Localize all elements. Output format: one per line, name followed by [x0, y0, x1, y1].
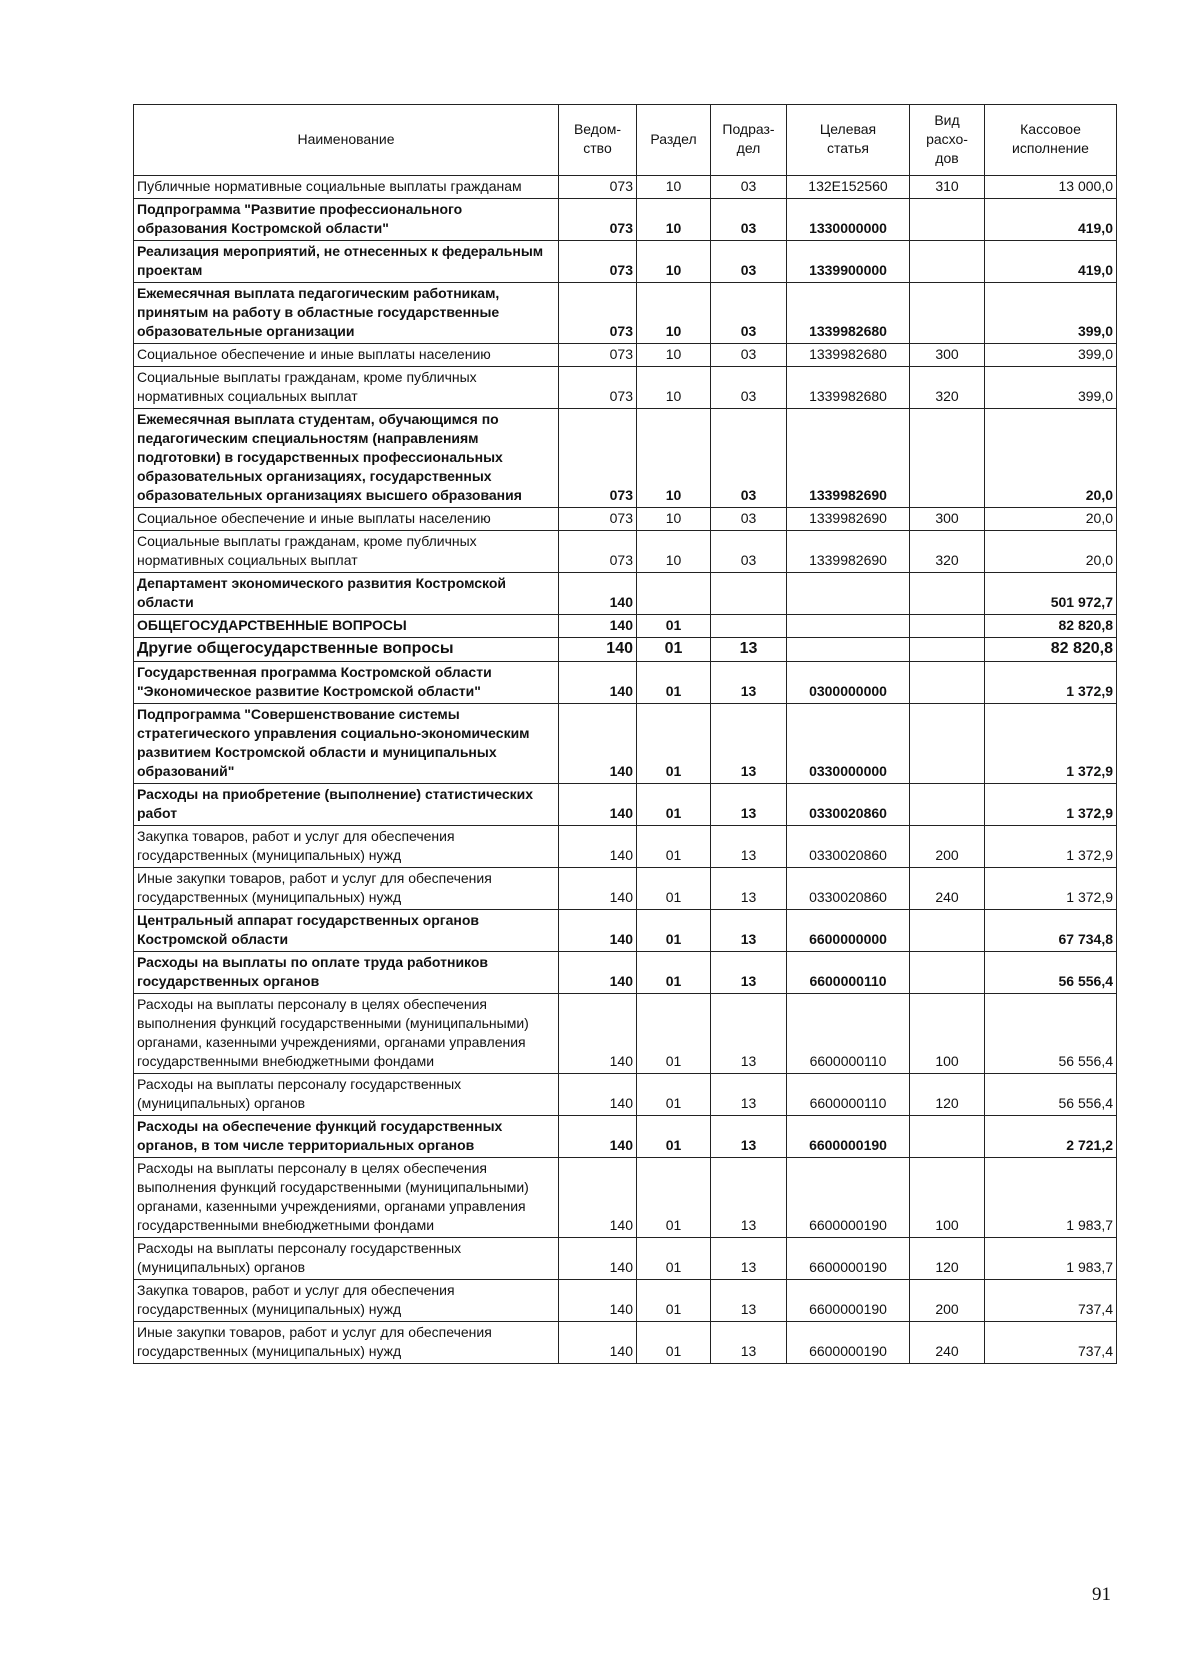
cell-subsection: 13	[711, 1280, 787, 1322]
table-row	[134, 1158, 1117, 1238]
cell-amount: 501 972,7	[985, 573, 1117, 615]
cell-dept: 140	[559, 952, 637, 994]
table-row	[134, 241, 1117, 283]
cell-amount: 1 372,9	[985, 662, 1117, 704]
cell-dept: 140	[559, 1158, 637, 1238]
cell-expense-type	[910, 784, 985, 826]
table-row	[134, 508, 1117, 531]
cell-section: 10	[637, 283, 711, 344]
cell-subsection: 13	[711, 994, 787, 1074]
header-dept: Ведом- ство	[559, 105, 637, 176]
cell-target: 1330000000	[787, 199, 910, 241]
cell-target: 6600000000	[787, 910, 910, 952]
cell-expense-type	[910, 283, 985, 344]
cell-name: Иные закупки товаров, работ и услуг для обеспечения государственных (муниципальных) нужд	[134, 868, 559, 910]
cell-subsection: 13	[711, 868, 787, 910]
cell-section: 10	[637, 199, 711, 241]
cell-expense-type: 200	[910, 1280, 985, 1322]
cell-section: 01	[637, 868, 711, 910]
cell-expense-type	[910, 241, 985, 283]
header-amount: Кассовое исполнение	[985, 105, 1117, 176]
cell-dept: 140	[559, 1238, 637, 1280]
cell-subsection: 03	[711, 367, 787, 409]
cell-dept: 140	[559, 662, 637, 704]
cell-target	[787, 615, 910, 638]
cell-amount: 1 983,7	[985, 1158, 1117, 1238]
cell-target	[787, 638, 910, 662]
cell-dept: 140	[559, 994, 637, 1074]
cell-amount: 67 734,8	[985, 910, 1117, 952]
cell-subsection: 13	[711, 1116, 787, 1158]
cell-amount: 1 372,9	[985, 704, 1117, 784]
cell-expense-type: 120	[910, 1074, 985, 1116]
cell-target: 132E152560	[787, 176, 910, 199]
cell-subsection	[711, 615, 787, 638]
cell-amount: 419,0	[985, 241, 1117, 283]
table-row	[134, 662, 1117, 704]
table-row	[134, 283, 1117, 344]
cell-subsection: 13	[711, 1238, 787, 1280]
cell-expense-type: 320	[910, 367, 985, 409]
cell-section: 01	[637, 952, 711, 994]
cell-target: 6600000190	[787, 1280, 910, 1322]
table-body	[134, 176, 1117, 1364]
cell-subsection: 13	[711, 704, 787, 784]
cell-section: 01	[637, 1116, 711, 1158]
cell-expense-type	[910, 199, 985, 241]
cell-name: Расходы на обеспечение функций государственных органов, в том числе территориальных органов	[134, 1116, 559, 1158]
cell-subsection: 03	[711, 409, 787, 508]
cell-expense-type	[910, 910, 985, 952]
cell-expense-type: 120	[910, 1238, 985, 1280]
cell-subsection: 03	[711, 508, 787, 531]
table-row	[134, 1116, 1117, 1158]
cell-name: Ежемесячная выплата педагогическим работникам, принятым на работу в областные государственные образовательные организации	[134, 283, 559, 344]
cell-subsection: 13	[711, 1158, 787, 1238]
cell-name: Социальные выплаты гражданам, кроме публичных нормативных социальных выплат	[134, 531, 559, 573]
cell-section: 10	[637, 367, 711, 409]
cell-name: ОБЩЕГОСУДАРСТВЕННЫЕ ВОПРОСЫ	[134, 615, 559, 638]
cell-expense-type	[910, 615, 985, 638]
cell-section: 01	[637, 615, 711, 638]
cell-section: 01	[637, 704, 711, 784]
cell-amount: 20,0	[985, 409, 1117, 508]
cell-section: 10	[637, 241, 711, 283]
cell-name: Расходы на выплаты персоналу в целях обеспечения выполнения функций государственными (муниципальными) органами, казенными учреждениями, органами управления государственными внебюджетными фондами	[134, 1158, 559, 1238]
cell-dept: 140	[559, 868, 637, 910]
cell-section: 10	[637, 508, 711, 531]
cell-target: 6600000190	[787, 1116, 910, 1158]
cell-subsection: 03	[711, 241, 787, 283]
table-row	[134, 573, 1117, 615]
cell-dept: 140	[559, 1322, 637, 1364]
cell-section: 01	[637, 662, 711, 704]
cell-amount: 56 556,4	[985, 1074, 1117, 1116]
cell-amount: 82 820,8	[985, 615, 1117, 638]
table-row	[134, 615, 1117, 638]
table-row	[134, 1280, 1117, 1322]
cell-dept: 073	[559, 241, 637, 283]
cell-subsection: 03	[711, 176, 787, 199]
cell-subsection	[711, 573, 787, 615]
cell-expense-type	[910, 704, 985, 784]
cell-amount: 20,0	[985, 531, 1117, 573]
cell-dept: 140	[559, 704, 637, 784]
cell-amount: 399,0	[985, 344, 1117, 367]
table-row	[134, 784, 1117, 826]
cell-name: Государственная программа Костромской области "Экономическое развитие Костромской области"	[134, 662, 559, 704]
cell-name: Расходы на выплаты по оплате труда работников государственных органов	[134, 952, 559, 994]
cell-subsection: 13	[711, 952, 787, 994]
cell-section: 01	[637, 1280, 711, 1322]
cell-subsection: 13	[711, 1074, 787, 1116]
cell-expense-type	[910, 409, 985, 508]
cell-target: 6600000190	[787, 1322, 910, 1364]
cell-expense-type	[910, 573, 985, 615]
cell-amount: 13 000,0	[985, 176, 1117, 199]
cell-target: 1339982690	[787, 409, 910, 508]
cell-section: 01	[637, 1158, 711, 1238]
cell-amount: 82 820,8	[985, 638, 1117, 662]
cell-name: Иные закупки товаров, работ и услуг для обеспечения государственных (муниципальных) нужд	[134, 1322, 559, 1364]
cell-name: Публичные нормативные социальные выплаты гражданам	[134, 176, 559, 199]
cell-subsection: 03	[711, 283, 787, 344]
cell-expense-type: 200	[910, 826, 985, 868]
cell-subsection: 13	[711, 638, 787, 662]
cell-name: Другие общегосударственные вопросы	[134, 638, 559, 662]
cell-target: 1339900000	[787, 241, 910, 283]
cell-subsection: 13	[711, 910, 787, 952]
table-row	[134, 910, 1117, 952]
cell-target: 6600000110	[787, 994, 910, 1074]
cell-name: Расходы на выплаты персоналу государственных (муниципальных) органов	[134, 1074, 559, 1116]
cell-subsection: 13	[711, 826, 787, 868]
cell-dept: 140	[559, 1116, 637, 1158]
cell-dept: 140	[559, 638, 637, 662]
cell-dept: 140	[559, 910, 637, 952]
cell-expense-type: 300	[910, 344, 985, 367]
cell-amount: 2 721,2	[985, 1116, 1117, 1158]
cell-target: 6600000110	[787, 952, 910, 994]
cell-name: Социальные выплаты гражданам, кроме публичных нормативных социальных выплат	[134, 367, 559, 409]
table-row	[134, 199, 1117, 241]
budget-table	[133, 104, 1117, 1364]
cell-expense-type: 100	[910, 994, 985, 1074]
cell-target: 1339982690	[787, 508, 910, 531]
cell-name: Ежемесячная выплата студентам, обучающимся по педагогическим специальностям (направлениям подготовки) в государственных профессиональных образовательных организациях, государственных образовательных организациях высшего образования	[134, 409, 559, 508]
cell-target	[787, 573, 910, 615]
table-row	[134, 952, 1117, 994]
cell-name: Центральный аппарат государственных органов Костромской области	[134, 910, 559, 952]
cell-target: 6600000110	[787, 1074, 910, 1116]
header-subsection: Подраз- дел	[711, 105, 787, 176]
cell-amount: 1 372,9	[985, 826, 1117, 868]
table-row	[134, 868, 1117, 910]
cell-target: 0330020860	[787, 868, 910, 910]
cell-section: 01	[637, 784, 711, 826]
cell-name: Расходы на выплаты персоналу в целях обеспечения выполнения функций государственными (муниципальными) органами, казенными учреждениями, органами управления государственными внебюджетными фондами	[134, 994, 559, 1074]
header-row	[134, 105, 1117, 176]
cell-dept: 140	[559, 784, 637, 826]
cell-expense-type: 240	[910, 868, 985, 910]
cell-target: 1339982680	[787, 283, 910, 344]
cell-expense-type: 310	[910, 176, 985, 199]
table-row	[134, 1238, 1117, 1280]
cell-amount: 20,0	[985, 508, 1117, 531]
cell-dept: 073	[559, 199, 637, 241]
cell-section: 10	[637, 176, 711, 199]
cell-amount: 1 983,7	[985, 1238, 1117, 1280]
table-row	[134, 344, 1117, 367]
cell-subsection: 13	[711, 784, 787, 826]
cell-dept: 073	[559, 344, 637, 367]
cell-name: Социальное обеспечение и иные выплаты населению	[134, 344, 559, 367]
cell-amount: 737,4	[985, 1322, 1117, 1364]
cell-section: 10	[637, 409, 711, 508]
cell-expense-type: 240	[910, 1322, 985, 1364]
cell-dept: 073	[559, 176, 637, 199]
cell-expense-type	[910, 1116, 985, 1158]
cell-section: 10	[637, 531, 711, 573]
cell-amount: 1 372,9	[985, 784, 1117, 826]
cell-amount: 399,0	[985, 367, 1117, 409]
table-row	[134, 704, 1117, 784]
table-row	[134, 409, 1117, 508]
cell-section: 01	[637, 638, 711, 662]
cell-target: 0330000000	[787, 704, 910, 784]
cell-section: 10	[637, 344, 711, 367]
table-row	[134, 1322, 1117, 1364]
table-row	[134, 994, 1117, 1074]
header-section: Раздел	[637, 105, 711, 176]
cell-dept: 073	[559, 531, 637, 573]
cell-dept: 140	[559, 615, 637, 638]
cell-section: 01	[637, 826, 711, 868]
cell-name: Закупка товаров, работ и услуг для обеспечения государственных (муниципальных) нужд	[134, 1280, 559, 1322]
cell-amount: 56 556,4	[985, 994, 1117, 1074]
cell-section: 01	[637, 910, 711, 952]
cell-name: Департамент экономического развития Костромской области	[134, 573, 559, 615]
cell-dept: 073	[559, 367, 637, 409]
cell-expense-type	[910, 662, 985, 704]
cell-dept: 140	[559, 1280, 637, 1322]
cell-dept: 140	[559, 1074, 637, 1116]
header-name: Наименование	[134, 105, 559, 176]
cell-amount: 737,4	[985, 1280, 1117, 1322]
cell-target: 0330020860	[787, 784, 910, 826]
page-number: 91	[1092, 1584, 1111, 1605]
cell-subsection: 13	[711, 1322, 787, 1364]
cell-section	[637, 573, 711, 615]
table-row	[134, 176, 1117, 199]
cell-target: 1339982680	[787, 344, 910, 367]
cell-name: Расходы на выплаты персоналу государственных (муниципальных) органов	[134, 1238, 559, 1280]
cell-target: 1339982690	[787, 531, 910, 573]
cell-section: 01	[637, 1074, 711, 1116]
table-header	[134, 105, 1117, 176]
cell-dept: 140	[559, 826, 637, 868]
cell-subsection: 03	[711, 199, 787, 241]
cell-name: Социальное обеспечение и иные выплаты населению	[134, 508, 559, 531]
table-row	[134, 638, 1117, 662]
cell-expense-type	[910, 638, 985, 662]
cell-target: 0300000000	[787, 662, 910, 704]
cell-name: Реализация мероприятий, не отнесенных к федеральным проектам	[134, 241, 559, 283]
cell-expense-type: 100	[910, 1158, 985, 1238]
cell-name: Подпрограмма "Совершенствование системы стратегического управления социально-экономическим развитием Костромской области и муниципальных образований"	[134, 704, 559, 784]
cell-expense-type	[910, 952, 985, 994]
cell-target: 1339982680	[787, 367, 910, 409]
cell-amount: 1 372,9	[985, 868, 1117, 910]
cell-target: 6600000190	[787, 1158, 910, 1238]
table-row	[134, 531, 1117, 573]
cell-target: 0330020860	[787, 826, 910, 868]
cell-name: Подпрограмма "Развитие профессионального образования Костромской области"	[134, 199, 559, 241]
cell-amount: 56 556,4	[985, 952, 1117, 994]
cell-dept: 073	[559, 283, 637, 344]
header-expense-type: Вид расхо- дов	[910, 105, 985, 176]
table-row	[134, 367, 1117, 409]
cell-amount: 419,0	[985, 199, 1117, 241]
cell-target: 6600000190	[787, 1238, 910, 1280]
cell-section: 01	[637, 1322, 711, 1364]
cell-subsection: 13	[711, 662, 787, 704]
cell-expense-type: 320	[910, 531, 985, 573]
table-row	[134, 826, 1117, 868]
cell-expense-type: 300	[910, 508, 985, 531]
cell-dept: 073	[559, 508, 637, 531]
cell-section: 01	[637, 1238, 711, 1280]
cell-name: Расходы на приобретение (выполнение) статистических работ	[134, 784, 559, 826]
cell-name: Закупка товаров, работ и услуг для обеспечения государственных (муниципальных) нужд	[134, 826, 559, 868]
cell-subsection: 03	[711, 344, 787, 367]
cell-dept: 073	[559, 409, 637, 508]
header-target: Целевая статья	[787, 105, 910, 176]
cell-dept: 140	[559, 573, 637, 615]
cell-amount: 399,0	[985, 283, 1117, 344]
cell-subsection: 03	[711, 531, 787, 573]
table-row	[134, 1074, 1117, 1116]
cell-section: 01	[637, 994, 711, 1074]
